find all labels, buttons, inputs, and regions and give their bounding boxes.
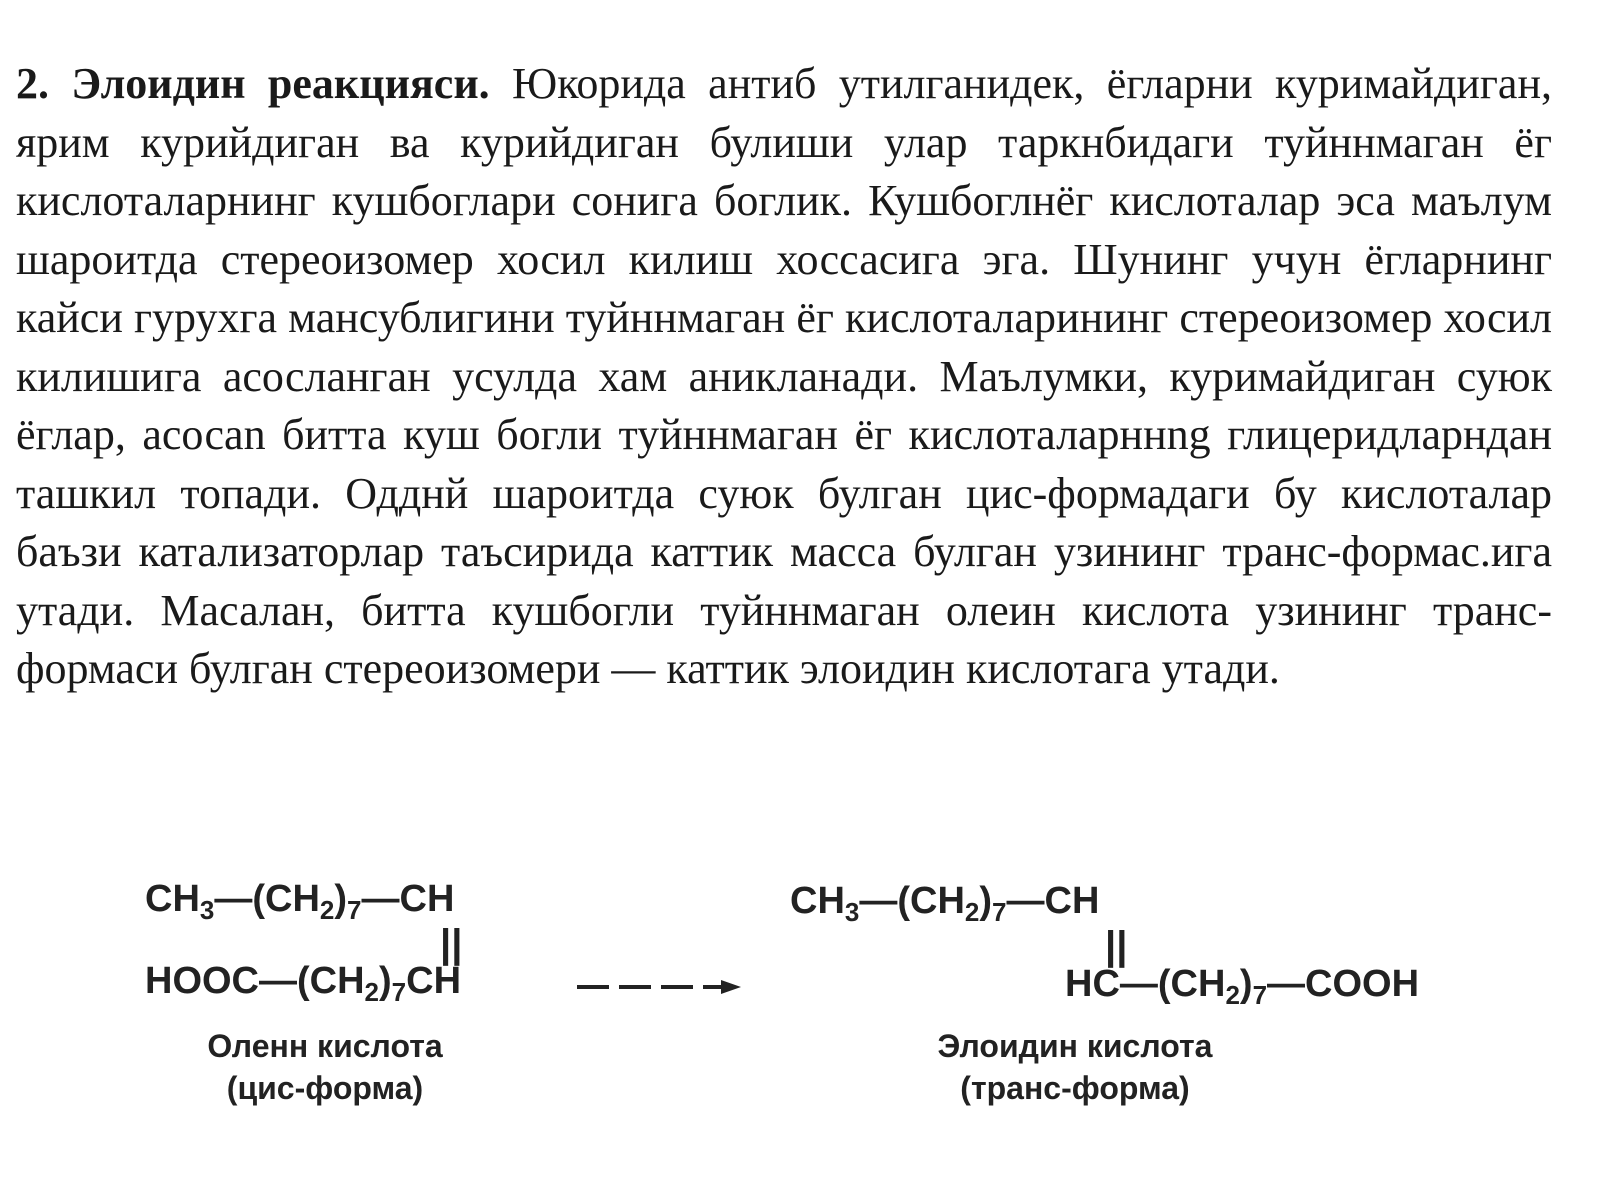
reaction-arrow (575, 975, 745, 999)
oleic-formula-line2: $HOOC—(CH_2)_7CH$ (145, 960, 462, 1007)
elaidic-formula-line1: $CH_3—(CH_2)_7—CH$ (790, 880, 1100, 927)
elaidic-formula-line2: $HC—(CH_2)_7—COOH$ (1065, 963, 1420, 1010)
cis-form-label: (цис-форма) (226, 1070, 424, 1106)
oleic-acid-name: Оленн кислота (207, 1028, 443, 1064)
oleic-formula-line1: $CH_3—(CH_2)_7—CH$ (145, 878, 455, 925)
elaidic-acid-name: Элоидин кислота (937, 1028, 1213, 1064)
elaidic-acid-caption (865, 1025, 1285, 1109)
elaidic-double-bond: || (1105, 924, 1128, 968)
document-paragraph (16, 55, 1552, 699)
trans-form-label: (транс-форма) (960, 1070, 1190, 1106)
oleic-acid-caption (115, 1025, 535, 1109)
section-heading: 2. Элоидин реакцияси. (16, 59, 490, 108)
paragraph-body: Юкорида антиб утилганидек, ёгларни куримайдиган, ярим курийдиган ва курийдиган булиши улар таркнбидаги туйннмаган ёг кислоталарнинг кушбоглари сонига боглик. Кушбоглнёг кислоталар эса маълум шароитда стереоизомер хосил килиш хоссасига эга. Шунинг учун ёгларнинг кайси гурухга мансублигини туйннмаган ёг кислоталарининг стереоизомер хосил килишига асосланган усулда хам аникланади. Маълумки, куримайдиган суюк ёглар, асосan битта куш богли туйннмаган ёг кислоталарннng глицеридларндан ташкил топади. Одднй шароитда суюк булган цис-формадаги бу кислоталар баъзи катализаторлар таъсирида каттик масса булган узининг транс-формас.ига утади. Масалан, битта кушбогли туйннмаган олеин кислота узининг транс-формаси булган стереоизомери — каттик элоидин кислотага утади. (16, 59, 1552, 693)
oleic-double-bond: || (440, 922, 463, 966)
